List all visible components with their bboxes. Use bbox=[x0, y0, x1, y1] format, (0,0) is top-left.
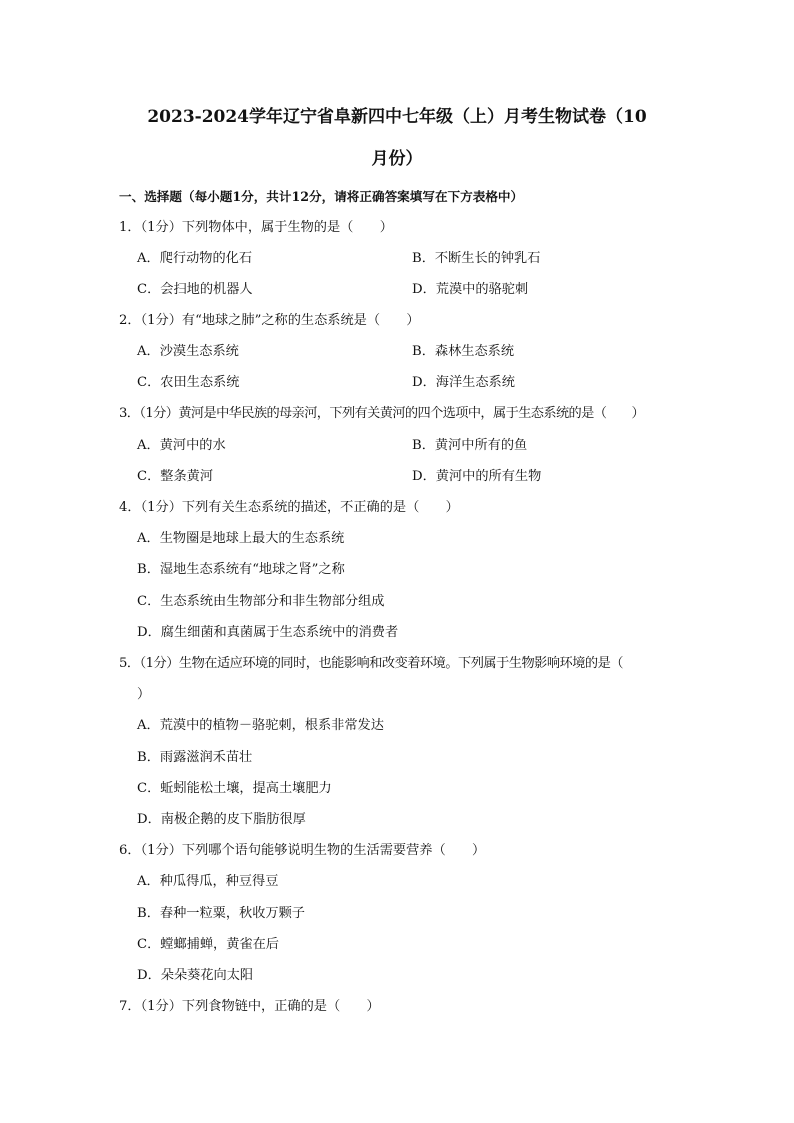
question-1-stem: 1．（1分）下列物体中，属于生物的是（ ） bbox=[119, 220, 393, 235]
question-5-stem-continued: ） bbox=[137, 687, 151, 702]
question-2-option-b: B．森林生态系统 bbox=[412, 344, 515, 359]
question-3-stem: 3．（1分）黄河是中华民族的母亲河，下列有关黄河的四个选项中，属于生态系统的是（ ） bbox=[119, 406, 645, 421]
question-4-option-d: D．腐生细菌和真菌属于生态系统中的消费者 bbox=[137, 625, 399, 640]
question-2-option-c: C．农田生态系统 bbox=[137, 375, 240, 390]
question-6-option-a: A．种瓜得瓜，种豆得豆 bbox=[137, 874, 279, 889]
question-3-option-a: A．黄河中的水 bbox=[137, 438, 226, 453]
question-1-option-b: B．不断生长的钟乳石 bbox=[412, 251, 541, 266]
question-5-option-d: D．南极企鹅的皮下脂肪很厚 bbox=[137, 812, 306, 827]
exam-title-line2: 月份） bbox=[371, 149, 423, 169]
exam-title-line1: 2023-2024学年辽宁省阜新四中七年级（上）月考生物试卷（10 bbox=[147, 107, 647, 127]
section-heading: 一、选择题（每小题1分，共计12分，请将正确答案填写在下方表格中） bbox=[119, 189, 524, 204]
question-4-option-c: C．生态系统由生物部分和非生物部分组成 bbox=[137, 594, 385, 609]
question-5-stem: 5．（1分）生物在适应环境的同时，也能影响和改变着环境。下列属于生物影响环境的是（ bbox=[119, 656, 623, 671]
question-2-option-d: D．海洋生态系统 bbox=[412, 375, 515, 390]
question-5-option-b: B．雨露滋润禾苗壮 bbox=[137, 750, 253, 765]
question-7-stem: 7．（1分）下列食物链中，正确的是（ ） bbox=[119, 999, 380, 1014]
question-4-stem: 4．（1分）下列有关生态系统的描述，不正确的是（ ） bbox=[119, 500, 459, 515]
question-6-option-b: B．春种一粒粟，秋收万颗子 bbox=[137, 906, 305, 921]
question-3-option-b: B．黄河中所有的鱼 bbox=[412, 438, 528, 453]
question-2-stem: 2．（1分）有“地球之肺”之称的生态系统是（ ） bbox=[119, 313, 420, 328]
question-1-option-c: C．会扫地的机器人 bbox=[137, 282, 253, 297]
question-3-option-c: C．整条黄河 bbox=[137, 469, 214, 484]
question-1-option-d: D．荒漠中的骆驼刺 bbox=[412, 282, 529, 297]
question-6-stem: 6．（1分）下列哪个语句能够说明生物的生活需要营养（ ） bbox=[119, 843, 486, 858]
question-4-option-b: B．湿地生态系统有“地球之肾”之称 bbox=[137, 562, 345, 577]
question-6-option-d: D．朵朵葵花向太阳 bbox=[137, 968, 254, 983]
question-5-option-a: A．荒漠中的植物－骆驼刺，根系非常发达 bbox=[137, 718, 384, 733]
question-2-option-a: A．沙漠生态系统 bbox=[137, 344, 239, 359]
question-1-option-a: A．爬行动物的化石 bbox=[137, 251, 253, 266]
question-4-option-a: A．生物圈是地球上最大的生态系统 bbox=[137, 531, 345, 546]
question-6-option-c: C．螳螂捕蝉，黄雀在后 bbox=[137, 937, 279, 952]
question-3-option-d: D．黄河中的所有生物 bbox=[412, 469, 542, 484]
question-5-option-c: C．蚯蚓能松土壤，提高土壤肥力 bbox=[137, 781, 332, 796]
